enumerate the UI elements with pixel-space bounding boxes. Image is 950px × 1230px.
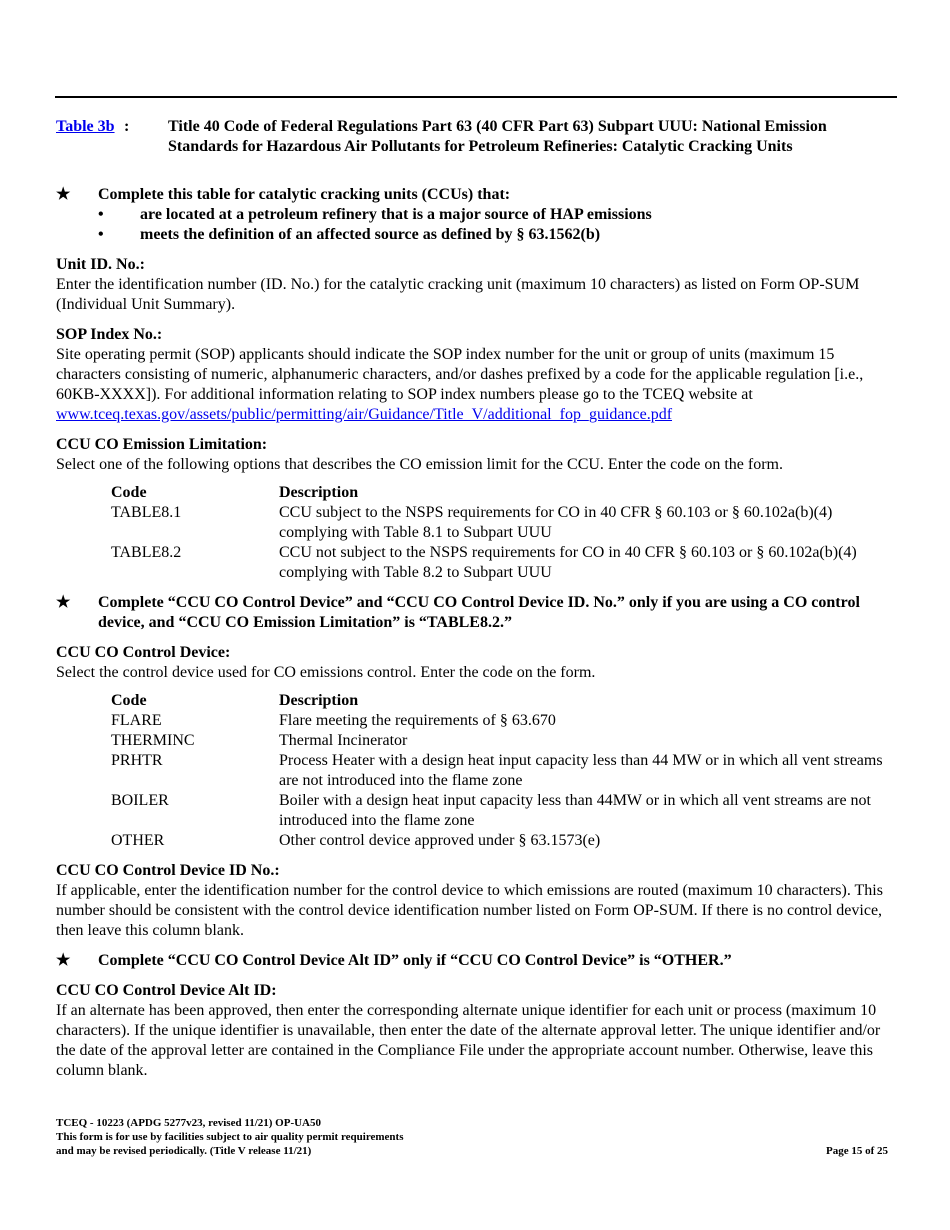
description-cell: Boiler with a design heat input capacity less than 44MW or in which all vent streams are not introduced into the flame zone [279,792,871,829]
table-header-row [111,483,891,503]
intro-bullets [98,205,892,245]
star-icon: ★ [56,952,71,969]
description-cell: CCU not subject to the NSPS requirements for CO in 40 CFR § 60.103 or § 60.102a(b)(4) complying with Table 8.2 to Subpart UUU [279,544,857,581]
bullet-icon: • [98,226,104,243]
table-row [111,751,891,791]
note-text: Complete “CCU CO Control Device” and “CCU CO Control Device ID. No.” only if you are using a CO control device, and “CCU CO Emission Limitation” is “TABLE8.2.” [98,594,860,631]
description-cell: Other control device approved under § 63.1573(e) [279,832,601,849]
emission-limit-table [111,483,891,583]
intro-text: Complete this table for catalytic cracking units (CCUs) that: [98,186,511,203]
description-column-header: Description [279,484,359,501]
star-icon: ★ [56,594,71,611]
bullet-text: are located at a petroleum refinery that is a major source of HAP emissions [140,206,652,223]
emission-limit-section [56,435,892,583]
control-device-note [56,593,892,633]
footer-form-id: TCEQ - 10223 (APDG 5277v23, revised 11/21) OP-UA50 [56,1117,322,1129]
page-footer [56,1116,888,1158]
bullet-icon: • [98,206,104,223]
description-cell: Process Heater with a design heat input capacity less than 44 MW or in which all vent streams are not introduced into the flame zone [279,752,883,789]
page-number: Page 15 of 25 [825,1145,888,1157]
control-device-text: Select the control device used for CO emissions control. Enter the code on the form. [56,664,596,681]
star-icon: ★ [56,186,71,203]
code-column-header: Code [111,692,147,709]
unit-id-text: Enter the identification number (ID. No.) for the catalytic cracking unit (maximum 10 characters) as listed on Form OP-SUM (Individual Unit Summary). [56,276,860,313]
instructions-body [56,185,892,1081]
table-row [111,831,891,851]
footer-usage-note: This form is for use by facilities subject to air quality permit requirements [56,1131,404,1143]
control-device-section [56,643,892,851]
control-device-heading: CCU CO Control Device: [56,644,231,661]
sop-index-text: Site operating permit (SOP) applicants should indicate the SOP index number for the unit or group of units (maximum 15 characters consisting of numeric, alphanumeric characters, and/or dashes prefixed by a code for the applicable regulation [i.e., 60KB-XXXX]). For additional information relating to SOP index numbers please go to the TCEQ website at [56,346,864,403]
sop-index-section [56,325,892,425]
code-cell: THERMINC [111,732,195,749]
intro-note [56,185,892,205]
control-device-alt-section [56,981,892,1081]
control-device-id-heading: CCU CO Control Device ID No.: [56,862,280,879]
table-header-row [111,691,891,711]
description-cell: Flare meeting the requirements of § 63.670 [279,712,556,729]
tceq-guidance-link[interactable]: www.tceq.texas.gov/assets/public/permitting/air/Guidance/Title_V/additional_fop_guidance.pdf [56,406,673,423]
footer-revision-note: and may be revised periodically. (Title V release 11/21) [56,1145,312,1157]
emission-limit-heading: CCU CO Emission Limitation: [56,436,268,453]
list-item [98,205,892,225]
code-cell: BOILER [111,792,169,809]
header-rule [55,96,897,98]
table-row [111,731,891,751]
code-cell: OTHER [111,832,165,849]
table-row [111,791,891,831]
control-device-table [111,691,891,851]
control-device-id-section [56,861,892,941]
code-column-header: Code [111,484,147,501]
note-text: Complete “CCU CO Control Device Alt ID” only if “CCU CO Control Device” is “OTHER.” [98,952,732,969]
title-colon: : [124,118,130,135]
code-cell: FLARE [111,712,162,729]
list-item [98,225,892,245]
control-device-alt-heading: CCU CO Control Device Alt ID: [56,982,277,999]
table-title [56,117,856,157]
alt-id-note [56,951,892,971]
sop-index-heading: SOP Index No.: [56,326,163,343]
code-cell: TABLE8.2 [111,544,182,561]
control-device-alt-text: If an alternate has been approved, then enter the corresponding alternate unique identifier for each unit or process (maximum 10 characters). If the unique identifier is unavailable, then enter the date of the alternate approval letter. The unique identifier and/or the date of the approval letter are contained in the Compliance File under the appropriate account number. Otherwise, leave this column blank. [56,1002,881,1079]
emission-limit-text: Select one of the following options that describes the CO emission limit for the CCU. Enter the code on the form. [56,456,783,473]
unit-id-section [56,255,892,315]
table-row [111,503,891,543]
table-3b-link[interactable]: Table 3b [56,118,115,135]
bullet-text: meets the definition of an affected source as defined by § 63.1562(b) [140,226,601,243]
unit-id-heading: Unit ID. No.: [56,256,145,273]
code-cell: PRHTR [111,752,163,769]
table-row [111,711,891,731]
description-column-header: Description [279,692,359,709]
code-cell: TABLE8.1 [111,504,182,521]
description-cell: CCU subject to the NSPS requirements for CO in 40 CFR § 60.103 or § 60.102a(b)(4) complying with Table 8.1 to Subpart UUU [279,504,833,541]
sop-index-paragraph [56,345,892,425]
table-row [111,543,891,583]
title-text: Title 40 Code of Federal Regulations Part 63 (40 CFR Part 63) Subpart UUU: National Emission Standards for Hazardous Air Pollutants for Petroleum Refineries: Catalytic Cracking Units [168,118,827,155]
control-device-id-text: If applicable, enter the identification number for the control device to which emissions are routed (maximum 10 characters). This number should be consistent with the control device identification number listed on Form OP-SUM. If there is no control device, then leave this column blank. [56,882,883,939]
description-cell: Thermal Incinerator [279,732,408,749]
